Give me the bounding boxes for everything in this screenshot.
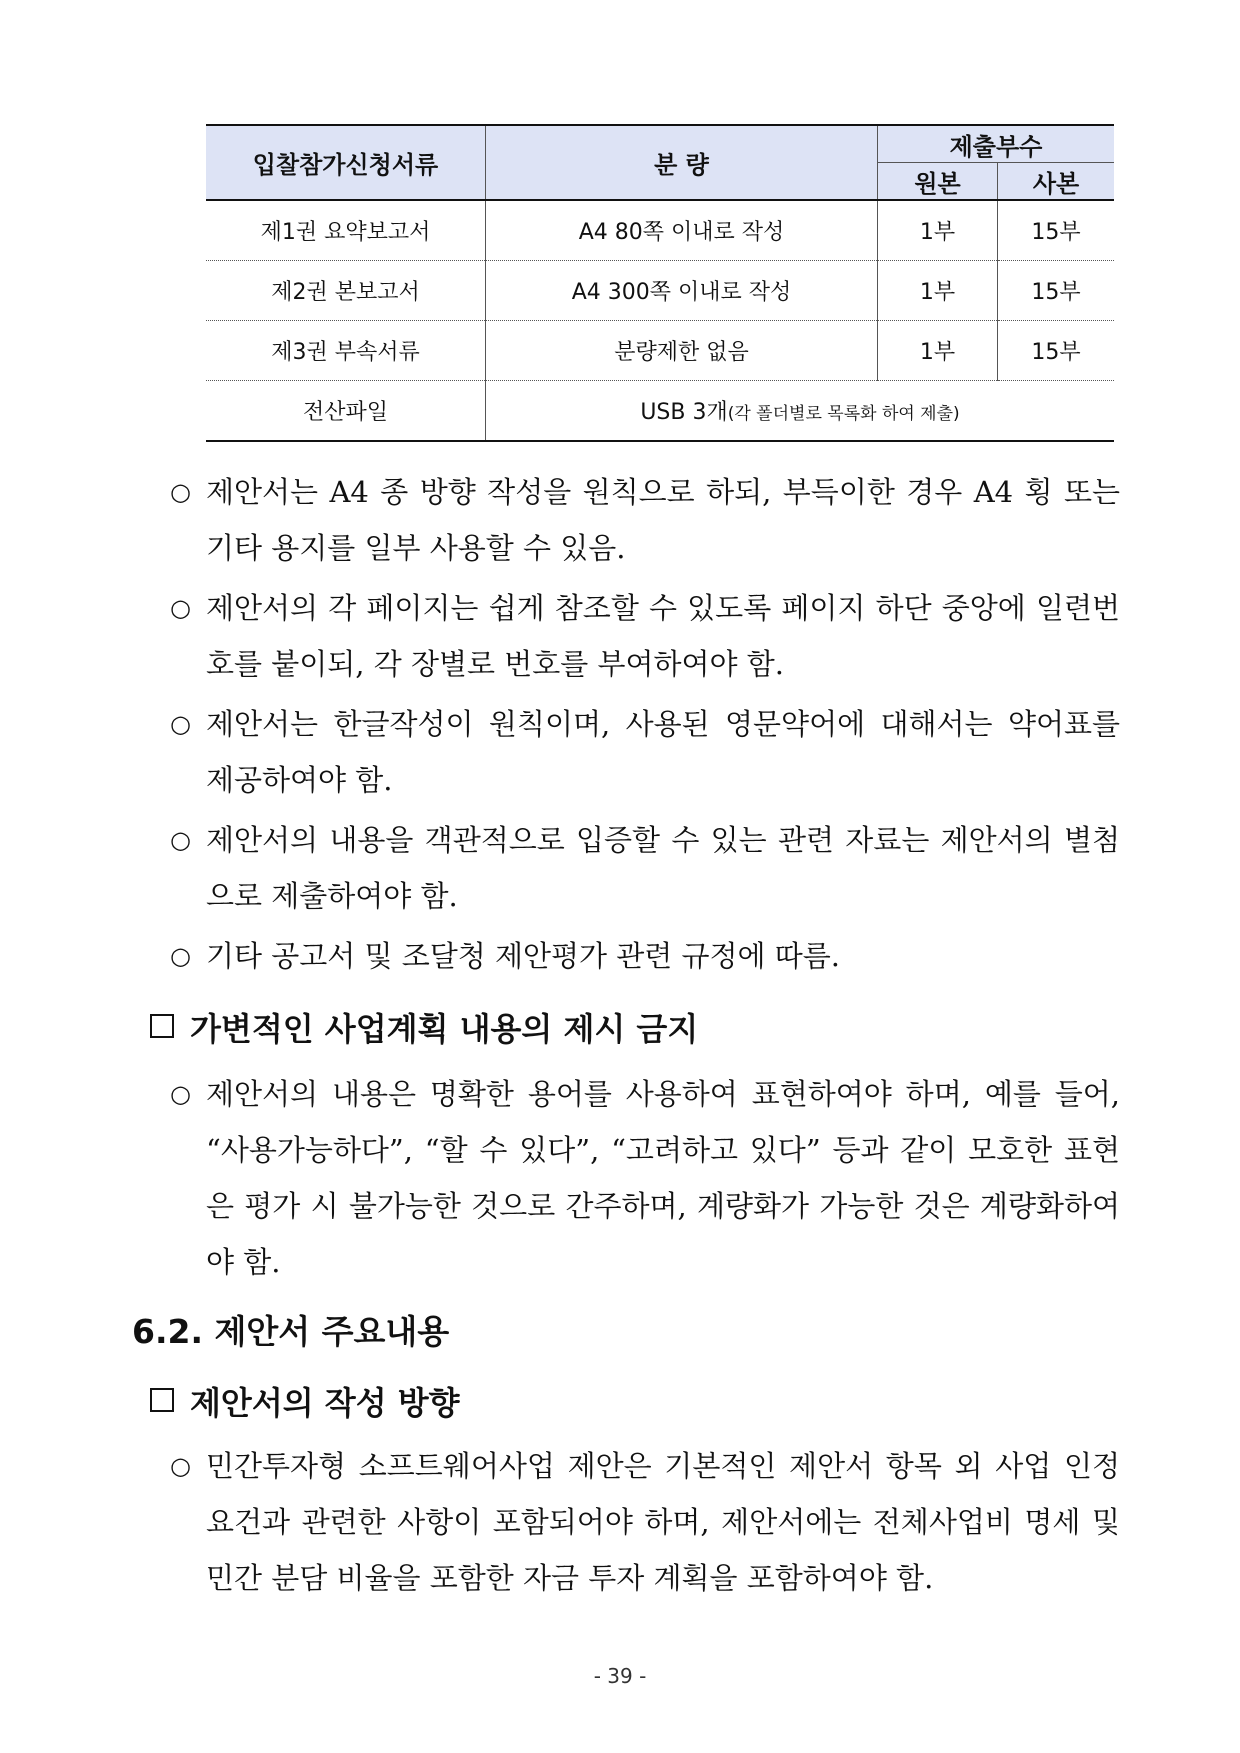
table-row: [206, 381, 1114, 442]
list-item: [170, 1438, 1120, 1606]
list-item: [170, 928, 1120, 984]
list-item: [170, 580, 1120, 692]
usb-note: (각 폴더별로 목록화 하여 제출): [727, 404, 960, 424]
bullet-text: 제안서는 한글작성이 원칙이며, 사용된 영문약어에 대해서는 약어표를 제공하여야 함.: [206, 707, 1120, 797]
section-title: 가변적인 사업계획 내용의 제시 금지: [190, 1010, 699, 1048]
checkbox-square-icon: [150, 1014, 174, 1038]
bullet-circle: ○: [170, 478, 191, 506]
header-documents: 입찰참가신청서류: [206, 125, 486, 200]
section-heading: [150, 1378, 460, 1424]
bullet-circle: ○: [170, 594, 191, 622]
section-title: 제안서의 작성 방향: [190, 1384, 460, 1422]
header-amount: 분 량: [486, 125, 878, 200]
bullet-text: 제안서의 내용을 객관적으로 입증할 수 있는 관련 자료는 제안서의 별첨으로 제출하여야 함.: [206, 823, 1120, 913]
cell-original: 1부: [878, 200, 998, 261]
header-copies-group: 제출부수: [878, 125, 1115, 163]
cell-doc: 제3권 부속서류: [206, 321, 486, 381]
chapter-heading: 6.2. 제안서 주요내용: [132, 1312, 450, 1351]
list-item: [170, 1066, 1120, 1290]
bullet-text: 민간투자형 소프트웨어사업 제안은 기본적인 제안서 항목 외 사업 인정 요건과 관련한 사항이 포함되어야 하며, 제안서에는 전체사업비 명세 및 민간 분담 비율을 포함한 자금 투자 계획을 포함하여야 함.: [206, 1449, 1120, 1595]
cell-doc: 제2권 본보고서: [206, 261, 486, 321]
bullet-circle: ○: [170, 826, 191, 854]
bullet-text: 기타 공고서 및 조달청 제안평가 관련 규정에 따름.: [206, 939, 841, 973]
cell-original: 1부: [878, 321, 998, 381]
cell-amount: 분량제한 없음: [486, 321, 878, 381]
submission-table: [206, 124, 1114, 442]
cell-copy: 15부: [998, 261, 1115, 321]
checkbox-square-icon: [150, 1388, 174, 1412]
table-row: [206, 200, 1114, 261]
cell-copy: 15부: [998, 321, 1115, 381]
bullet-text: 제안서의 각 페이지는 쉽게 참조할 수 있도록 페이지 하단 중앙에 일련번호를 붙이되, 각 장별로 번호를 부여하여야 함.: [206, 591, 1120, 681]
header-copy: 사본: [998, 163, 1115, 201]
bullet-circle: ○: [170, 1080, 191, 1108]
table-row: [206, 321, 1114, 381]
header-original: 원본: [878, 163, 998, 201]
list-item: [170, 812, 1120, 924]
bullet-text: 제안서의 내용은 명확한 용어를 사용하여 표현하여야 하며, 예를 들어, “사용가능하다”, “할 수 있다”, “고려하고 있다” 등과 같이 모호한 표현은 평가 시 불가능한 것으로 간주하며, 계량화가 가능한 것은 계량화하여야 함.: [206, 1077, 1120, 1279]
cell-doc: 제1권 요약보고서: [206, 200, 486, 261]
cell-amount: A4 80쪽 이내로 작성: [486, 200, 878, 261]
bullet-text: 제안서는 A4 종 방향 작성을 원칙으로 하되, 부득이한 경우 A4 횡 또는 기타 용지를 일부 사용할 수 있음.: [206, 475, 1120, 565]
cell-original: 1부: [878, 261, 998, 321]
section-heading: [150, 1004, 698, 1050]
bullet-circle: ○: [170, 710, 191, 738]
table-row: [206, 261, 1114, 321]
list-item: [170, 696, 1120, 808]
cell-amount-merged: [486, 381, 1115, 442]
cell-amount: A4 300쪽 이내로 작성: [486, 261, 878, 321]
bullet-circle: ○: [170, 1452, 191, 1480]
list-item: [170, 464, 1120, 576]
cell-copy: 15부: [998, 200, 1115, 261]
bullet-circle: ○: [170, 942, 191, 970]
cell-doc: 전산파일: [206, 381, 486, 442]
usb-count: USB 3개: [640, 400, 728, 425]
page-number: - 39 -: [593, 1664, 647, 1688]
